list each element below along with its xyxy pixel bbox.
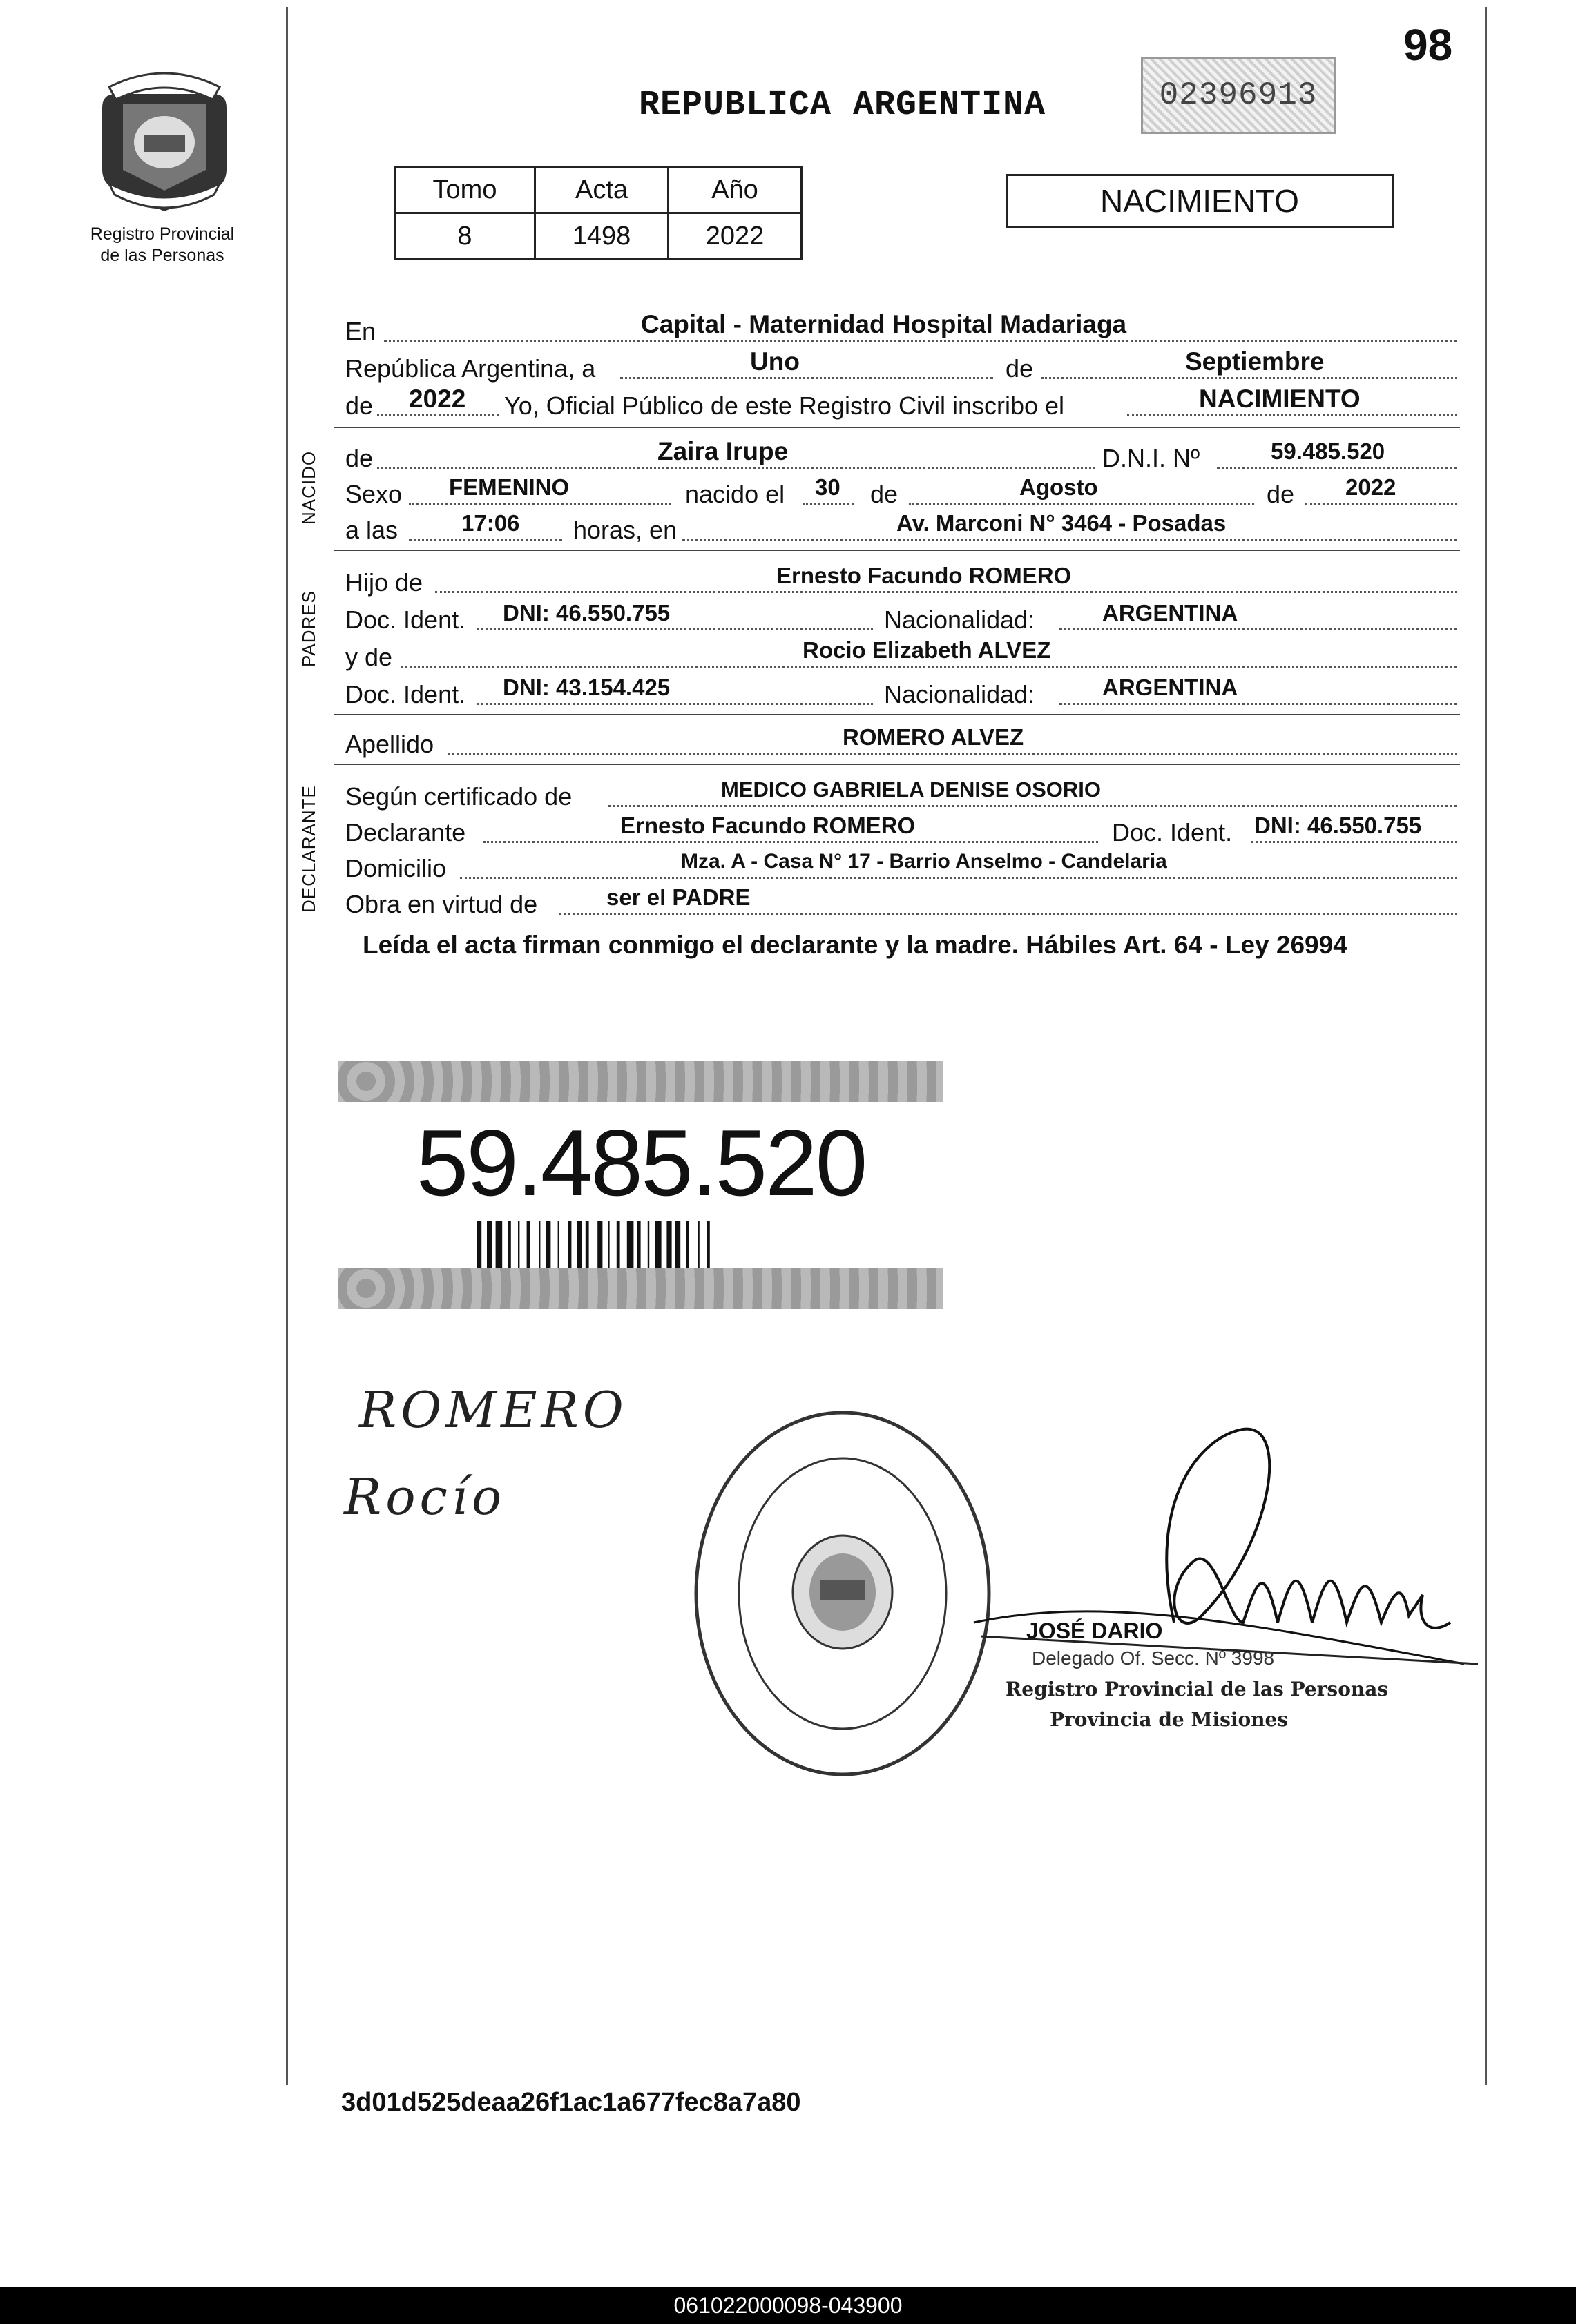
registry-name (62, 224, 262, 267)
label-hijo-de: Hijo de (345, 568, 423, 597)
row-year (345, 384, 1457, 423)
label-apellido: Apellido (345, 730, 434, 758)
row-mother-doc (345, 672, 1457, 711)
page-number: 98 (1403, 20, 1453, 70)
header-anio: Año (669, 167, 802, 213)
value-declarant: Ernesto Facundo ROMERO (620, 813, 916, 838)
label-de-name: de (345, 444, 374, 472)
handwritten-surname: ROMERO (359, 1381, 628, 1439)
provincial-seal-logo (95, 66, 233, 218)
value-mother-doc: DNI: 43.154.425 (503, 675, 671, 700)
value-birth-month: Agosto (1019, 474, 1098, 500)
dni-barcode-number: 59.485.520 (416, 1110, 866, 1215)
value-name: Zaira Irupe (657, 437, 789, 465)
label-sexo: Sexo (345, 480, 403, 508)
label-y-de: y de (345, 643, 393, 671)
row-surname (345, 722, 1457, 761)
official-stamp (691, 1407, 994, 1780)
dni-barcode-box (338, 1061, 943, 1309)
label-de-month: de (1006, 354, 1034, 383)
row-address (345, 846, 1457, 885)
registry-name-line1: Registro Provincial (90, 224, 235, 244)
section-label-nacido: NACIDO (298, 450, 319, 525)
label-de-birth-year: de (1267, 480, 1295, 508)
value-declarant-doc: DNI: 46.550.755 (1254, 813, 1422, 838)
value-place: Capital - Maternidad Hospital Madariaga (641, 310, 1127, 338)
value-father-name: Ernesto Facundo ROMERO (776, 563, 1072, 588)
value-month: Septiembre (1185, 347, 1325, 376)
handwritten-name: Rocío (344, 1468, 506, 1526)
value-birth-place: Av. Marconi N° 3464 - Posadas (896, 510, 1227, 536)
label-doc-ident-father: Doc. Ident. (345, 606, 466, 634)
label-a-las: a las (345, 516, 398, 544)
label-obra-en-virtud: Obra en virtud de (345, 890, 538, 918)
official-registry: Registro Provincial de las Personas (1006, 1678, 1389, 1701)
row-time-place (345, 508, 1457, 547)
row-acting-as (345, 882, 1457, 921)
official-name: JOSÉ DARIO (1026, 1618, 1163, 1643)
footer-code-bar: 061022000098-043900 (0, 2287, 1576, 2324)
value-father-doc: DNI: 46.550.755 (503, 600, 671, 626)
label-doc-ident-mother: Doc. Ident. (345, 680, 466, 708)
serial-number: 02396913 (1141, 57, 1336, 134)
value-mother-name: Rocio Elizabeth ALVEZ (803, 637, 1051, 663)
value-dni: 59.485.520 (1271, 438, 1385, 464)
document-title: REPUBLICA ARGENTINA (639, 86, 1046, 125)
label-nacionalidad-mother: Nacionalidad: (884, 680, 1035, 708)
value-acta: 1498 (535, 213, 669, 260)
value-birth-year: 2022 (1345, 474, 1396, 500)
header-acta: Acta (535, 167, 669, 213)
label-en: En (345, 317, 376, 345)
registry-name-line2: de las Personas (100, 246, 224, 265)
label-de-year: de (345, 391, 374, 420)
label-horas-en: horas, en (573, 516, 678, 544)
label-de-birth-month: de (870, 480, 898, 508)
barcode-graphic (477, 1221, 801, 1269)
closing-note: Leída el acta firman conmigo el declarante y la madre. Hábiles Art. 64 - Ley 26994 (363, 931, 1347, 959)
label-segun-certificado: Según certificado de (345, 782, 573, 811)
value-year: 2022 (409, 385, 466, 413)
record-table-header (395, 167, 802, 213)
value-certificate-by: MEDICO GABRIELA DENISE OSORIO (721, 777, 1102, 802)
value-birth-time: 17:06 (461, 510, 520, 536)
value-acting-as: ser el PADRE (606, 884, 751, 910)
value-tomo: 8 (395, 213, 535, 260)
label-declarante: Declarante (345, 818, 466, 846)
official-role: Delegado Of. Secc. Nº 3998 (1032, 1647, 1275, 1669)
left-margin-line (286, 7, 288, 2085)
value-surname: ROMERO ALVEZ (843, 724, 1024, 750)
section-label-padres: PADRES (298, 590, 319, 667)
record-table-values (395, 213, 802, 260)
label-republica: República Argentina, a (345, 354, 596, 383)
value-father-nationality: ARGENTINA (1102, 600, 1238, 626)
label-nacido-el: nacido el (685, 480, 785, 508)
label-nacionalidad-father: Nacionalidad: (884, 606, 1035, 634)
record-type-box: NACIMIENTO (1006, 174, 1394, 228)
document-hash: 3d01d525deaa26f1ac1a677fec8a7a80 (341, 2088, 801, 2117)
value-birth-day: 30 (815, 474, 840, 500)
value-sex: FEMENINO (449, 474, 570, 500)
header-tomo: Tomo (395, 167, 535, 213)
value-anio: 2022 (669, 213, 802, 260)
right-margin-line (1485, 7, 1487, 2085)
label-doc-ident-declarant: Doc. Ident. (1112, 818, 1233, 846)
value-mother-nationality: ARGENTINA (1102, 675, 1238, 700)
value-act-type: NACIMIENTO (1199, 385, 1361, 413)
label-dni: D.N.I. Nº (1102, 444, 1200, 472)
official-province: Provincia de Misiones (1050, 1708, 1289, 1731)
label-domicilio: Domicilio (345, 854, 447, 882)
record-table (394, 166, 803, 260)
label-yo-oficial: Yo, Oficial Público de este Registro Civil inscribo el (504, 391, 1065, 420)
section-label-declarante: DECLARANTE (298, 785, 319, 913)
value-address: Mza. A - Casa N° 17 - Barrio Anselmo - Candelaria (681, 850, 1167, 873)
value-day: Uno (750, 347, 800, 376)
